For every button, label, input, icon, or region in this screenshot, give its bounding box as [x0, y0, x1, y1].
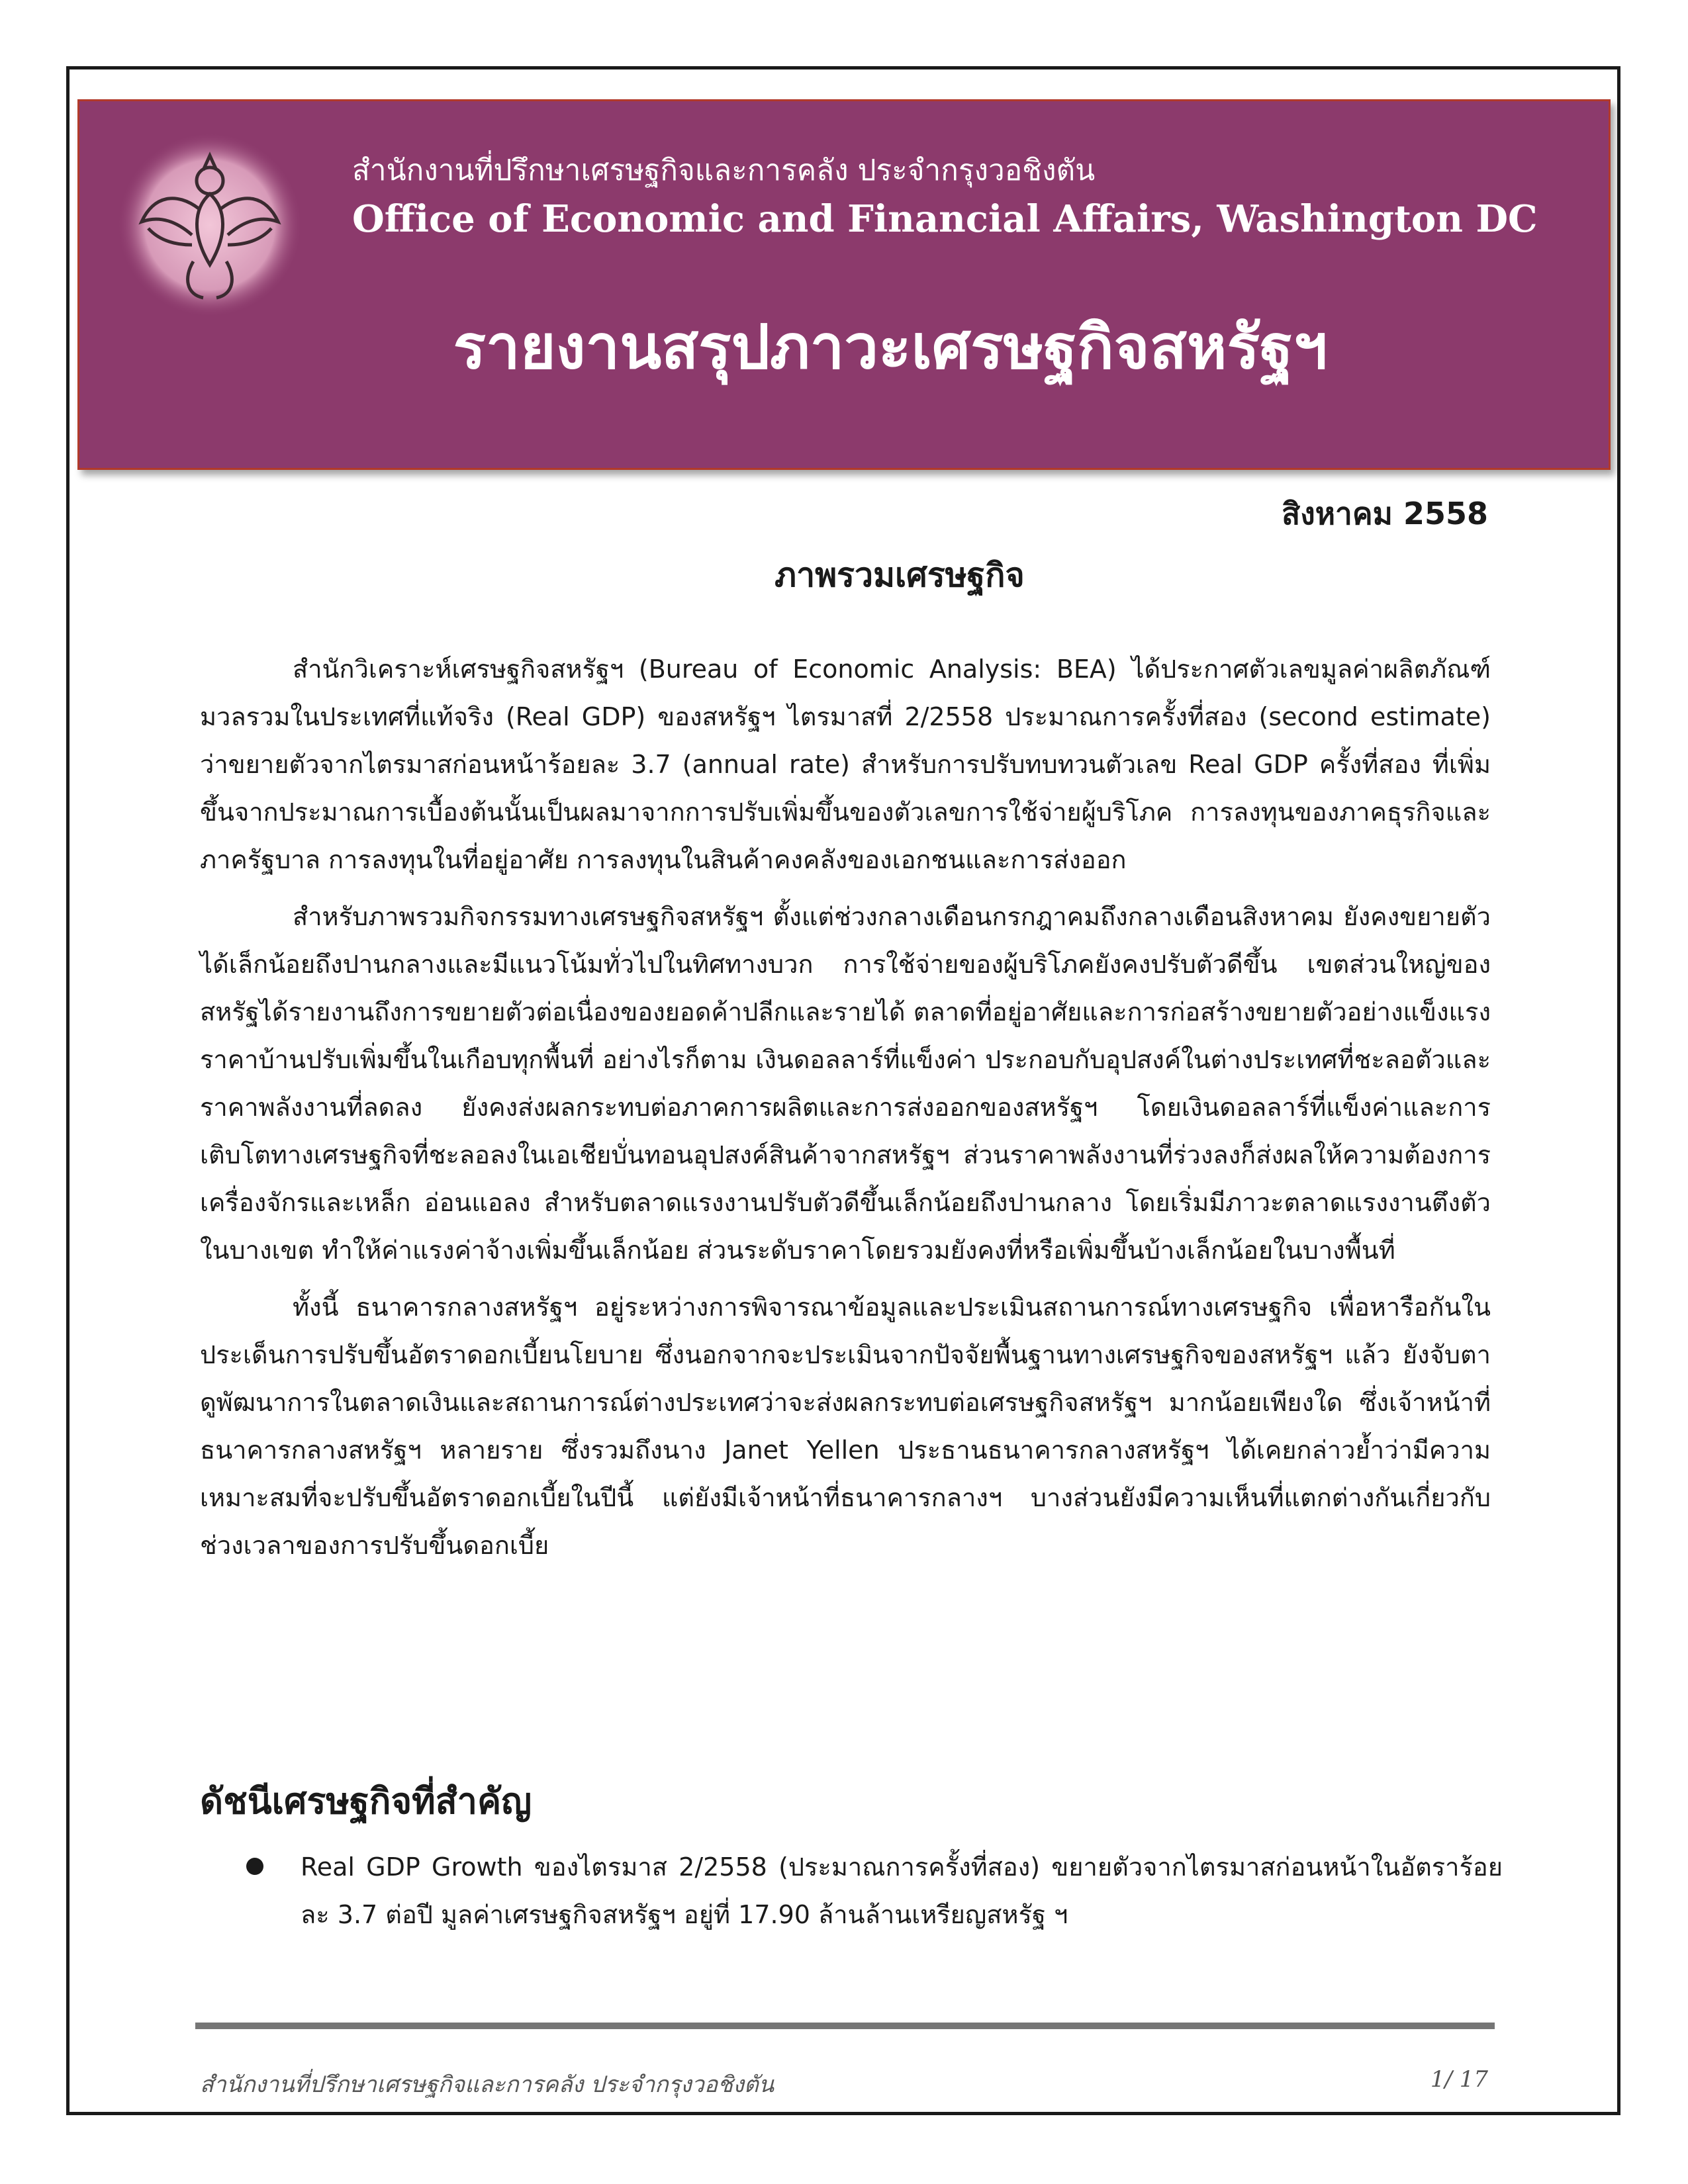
- overview-body: [200, 645, 1491, 1578]
- footer-divider: [195, 2023, 1495, 2029]
- garuda-emblem-icon: [114, 129, 306, 321]
- report-title: รายงานสรุปภาวะเศรษฐกิจสหรัฐฯ: [453, 312, 1328, 383]
- indicators-list: [245, 1843, 1503, 1938]
- paragraph: สำหรับภาพรวมกิจกรรมทางเศรษฐกิจสหรัฐฯ ตั้งแต่ช่วงกลางเดือนกรกฎาคมถึงกลางเดือนสิงหาคม ยังคงขยายตัวได้เล็กน้อยถึงปานกลางและมีแนวโน้มทั่วไปในทิศทางบวก การใช้จ่ายของผู้บริโภคยังคงปรับตัวดีขึ้น เขตส่วนใหญ่ของสหรัฐได้รายงานถึงการขยายตัวต่อเนื่องของยอดค้าปลีกและรายได้ ตลาดที่อยู่อาศัยและการก่อสร้างขยายตัวอย่างแข็งแรง ราคาบ้านปรับเพิ่มขึ้นในเกือบทุกพื้นที่ อย่างไรก็ตาม เงินดอลลาร์ที่แข็งค่า ประกอบกับอุปสงค์ในต่างประเทศที่ชะลอตัวและราคาพลังงานที่ลดลง ยังคงส่งผลกระทบต่อภาคการผลิตและการส่งออกของสหรัฐฯ โดยเงินดอลลาร์ที่แข็งค่าและการเติบโตทางเศรษฐกิจที่ชะลอลงในเอเชียบั่นทอนอุปสงค์สินค้าจากสหรัฐฯ ส่วนราคาพลังงานที่ร่วงลงก็ส่งผลให้ความต้องการเครื่องจักรและเหล็ก อ่อนแอลง สำหรับตลาดแรงงานปรับตัวดีขึ้นเล็กน้อยถึงปานกลาง โดยเริ่มมีภาวะตลาดแรงงานตึงตัวในบางเขต ทำให้ค่าแรงค่าจ้างเพิ่มขึ้นเล็กน้อย ส่วนระดับราคาโดยรวมยังคงที่หรือเพิ่มขึ้นบ้างเล็กน้อยในบางพื้นที่: [200, 902, 1491, 1265]
- org-name-english: Office of Economic and Financial Affairs, Washington DC: [352, 197, 1538, 241]
- report-date: สิงหาคม 2558: [1282, 496, 1488, 531]
- list-item-text: Real GDP Growth ของไตรมาส 2/2558 (ประมาณการครั้งที่สอง) ขยายตัวจากไตรมาสก่อนหน้าในอัตราร้อยละ 3.7 ต่อปี มูลค่าเศรษฐกิจสหรัฐฯ อยู่ที่ 17.90 ล้านล้านเหรียญสหรัฐ ฯ: [301, 1852, 1503, 1929]
- bullet-icon: [246, 1858, 263, 1875]
- indicators-heading: ดัชนีเศรษฐกิจที่สำคัญ: [200, 1780, 532, 1822]
- section-title: ภาพรวมเศรษฐกิจ: [774, 556, 1025, 594]
- paragraph: ทั้งนี้ ธนาคารกลางสหรัฐฯ อยู่ระหว่างการพิจารณาข้อมูลและประเมินสถานการณ์ทางเศรษฐกิจ เพื่อหารือกันในประเด็นการปรับขึ้นอัตราดอกเบี้ยนโยบาย ซึ่งนอกจากจะประเมินจากปัจจัยพื้นฐานทางเศรษฐกิจของสหรัฐฯ แล้ว ยังจับตาดูพัฒนาการในตลาดเงินและสถานการณ์ต่างประเทศว่าจะส่งผลกระทบต่อเศรษฐกิจสหรัฐฯ มากน้อยเพียงใด ซึ่งเจ้าหน้าที่ธนาคารกลางสหรัฐฯ หลายราย ซึ่งรวมถึงนาง Janet Yellen ประธานธนาคารกลางสหรัฐฯ ได้เคยกล่าวย้ำว่ามีความเหมาะสมที่จะปรับขึ้นอัตราดอกเบี้ยในปีนี้ แต่ยังมีเจ้าหน้าที่ธนาคารกลางฯ บางส่วนยังมีความเห็นที่แตกต่างกันเกี่ยวกับช่วงเวลาของการปรับขึ้นดอกเบี้ย: [200, 1293, 1491, 1560]
- list-item: [245, 1843, 1503, 1938]
- paragraph: สำนักวิเคราะห์เศรษฐกิจสหรัฐฯ (Bureau of Economic Analysis: BEA) ได้ประกาศตัวเลขมูลค่าผลิตภัณฑ์มวลรวมในประเทศที่แท้จริง (Real GDP) ของสหรัฐฯ ไตรมาสที่ 2/2558 ประมาณการครั้งที่สอง (second estimate) ว่าขยายตัวจากไตรมาสก่อนหน้าร้อยละ 3.7 (annual rate) สำหรับการปรับทบทวนตัวเลข Real GDP ครั้งที่สอง ที่เพิ่มขึ้นจากประมาณการเบื้องต้นนั้นเป็นผลมาจากการปรับเพิ่มขึ้นของตัวเลขการใช้จ่ายผู้บริโภค การลงทุนของภาคธุรกิจและภาครัฐบาล การลงทุนในที่อยู่อาศัย การลงทุนในสินค้าคงคลังของเอกชนและการส่งออก: [200, 655, 1491, 874]
- page-number: 1/ 17: [1430, 2066, 1488, 2093]
- footer-org-name: สำนักงานที่ปรึกษาเศรษฐกิจและการคลัง ประจำกรุงวอชิงตัน: [200, 2071, 774, 2098]
- org-name-thai: สำนักงานที่ปรึกษาเศรษฐกิจและการคลัง ประจำกรุงวอชิงตัน: [352, 154, 1096, 187]
